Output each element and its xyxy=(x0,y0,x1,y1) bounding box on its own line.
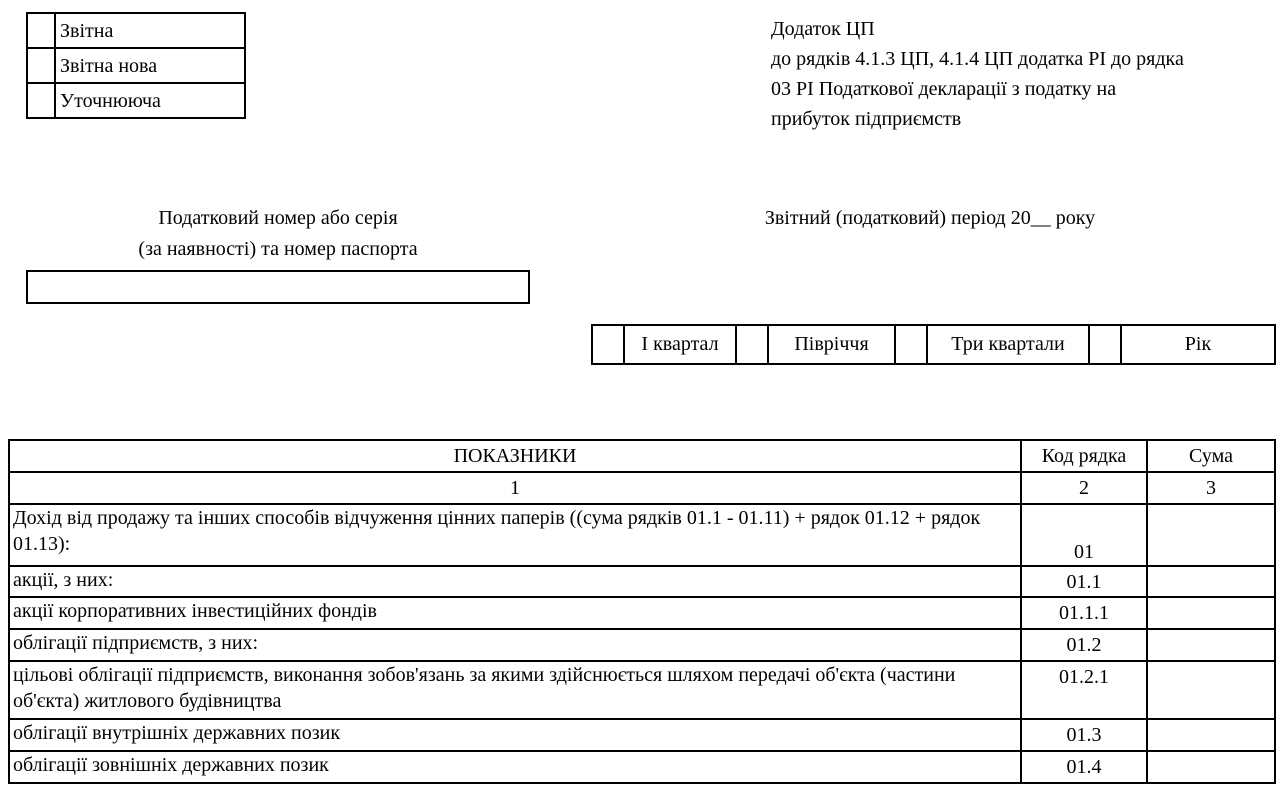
row-label: цільові облігації підприємств, виконання зобов'язань за якими здійснюється шляхом передачі об'єкта (частини об'єкта) житлового будівництва xyxy=(9,661,1021,719)
period-label-half-year: Півріччя xyxy=(768,325,895,364)
row-sum-cell[interactable] xyxy=(1147,566,1275,597)
row-sum-cell[interactable] xyxy=(1147,719,1275,751)
appendix-note-line: прибуток підприємств xyxy=(771,108,962,130)
tax-number-label-line: (за наявності) та номер паспорта xyxy=(138,238,418,260)
tax-number-field[interactable] xyxy=(26,270,530,304)
period-checkbox-half-year[interactable] xyxy=(736,325,768,364)
row-label: облігації внутрішніх державних позик xyxy=(9,719,1021,751)
table-row xyxy=(9,504,1275,566)
table-row xyxy=(9,597,1275,629)
period-label-year: Рік xyxy=(1121,325,1275,364)
report-type-row xyxy=(27,13,245,48)
reporting-period-label: Звітний (податковий) період 20__ року xyxy=(764,207,1096,229)
period-checkbox-three-quarters[interactable] xyxy=(895,325,927,364)
row-sum-cell[interactable] xyxy=(1147,504,1275,566)
row-label: акції, з них: xyxy=(9,566,1021,597)
indicators-table xyxy=(8,439,1276,784)
row-code: 01.2 xyxy=(1021,629,1147,661)
column-number: 3 xyxy=(1147,472,1275,504)
row-label: облігації підприємств, з них: xyxy=(9,629,1021,661)
appendix-note-line: 03 РІ Податкової декларації з податку на xyxy=(771,78,1117,100)
header-sum: Сума xyxy=(1147,440,1275,472)
report-type-checkbox[interactable] xyxy=(27,83,55,118)
period-label-three-quarters: Три квартали xyxy=(927,325,1089,364)
report-type-label: Звітна xyxy=(55,13,245,48)
period-checkbox-year[interactable] xyxy=(1089,325,1121,364)
report-type-checkbox[interactable] xyxy=(27,48,55,83)
period-label-q1: І квартал xyxy=(624,325,736,364)
report-type-row xyxy=(27,83,245,118)
row-code: 01 xyxy=(1021,504,1147,566)
report-type-label: Звітна нова xyxy=(55,48,245,83)
column-number: 2 xyxy=(1021,472,1147,504)
row-label: облігації зовнішніх державних позик xyxy=(9,751,1021,783)
table-row xyxy=(9,661,1275,719)
header-indicators: ПОКАЗНИКИ xyxy=(9,440,1021,472)
row-code: 01.3 xyxy=(1021,719,1147,751)
tax-number-label-line: Податковий номер або серія xyxy=(158,207,398,229)
appendix-note-line: до рядків 4.1.3 ЦП, 4.1.4 ЦП додатка РІ до рядка xyxy=(771,48,1184,70)
row-code: 01.4 xyxy=(1021,751,1147,783)
row-sum-cell[interactable] xyxy=(1147,629,1275,661)
report-type-row xyxy=(27,48,245,83)
row-sum-cell[interactable] xyxy=(1147,661,1275,719)
report-type-table xyxy=(26,12,246,119)
appendix-note xyxy=(771,14,1271,134)
row-code: 01.2.1 xyxy=(1021,661,1147,719)
table-row xyxy=(9,566,1275,597)
table-row xyxy=(9,751,1275,783)
row-code: 01.1.1 xyxy=(1021,597,1147,629)
period-selector xyxy=(591,324,1276,365)
row-sum-cell[interactable] xyxy=(1147,597,1275,629)
row-sum-cell[interactable] xyxy=(1147,751,1275,783)
column-number-row xyxy=(9,472,1275,504)
table-header-row xyxy=(9,440,1275,472)
row-label: Дохід від продажу та інших способів відчуження цінних паперів ((сума рядків 01.1 - 01.11) + рядок 01.12 + рядок 01.13): xyxy=(9,504,1021,566)
tax-number-label xyxy=(26,203,530,265)
table-row xyxy=(9,629,1275,661)
appendix-title: Додаток ЦП xyxy=(771,18,875,40)
period-checkbox-q1[interactable] xyxy=(592,325,624,364)
header-row-code: Код рядка xyxy=(1021,440,1147,472)
column-number: 1 xyxy=(9,472,1021,504)
row-code: 01.1 xyxy=(1021,566,1147,597)
table-row xyxy=(9,719,1275,751)
row-label: акції корпоративних інвестиційних фондів xyxy=(9,597,1021,629)
report-type-checkbox[interactable] xyxy=(27,13,55,48)
report-type-label: Уточнююча xyxy=(55,83,245,118)
